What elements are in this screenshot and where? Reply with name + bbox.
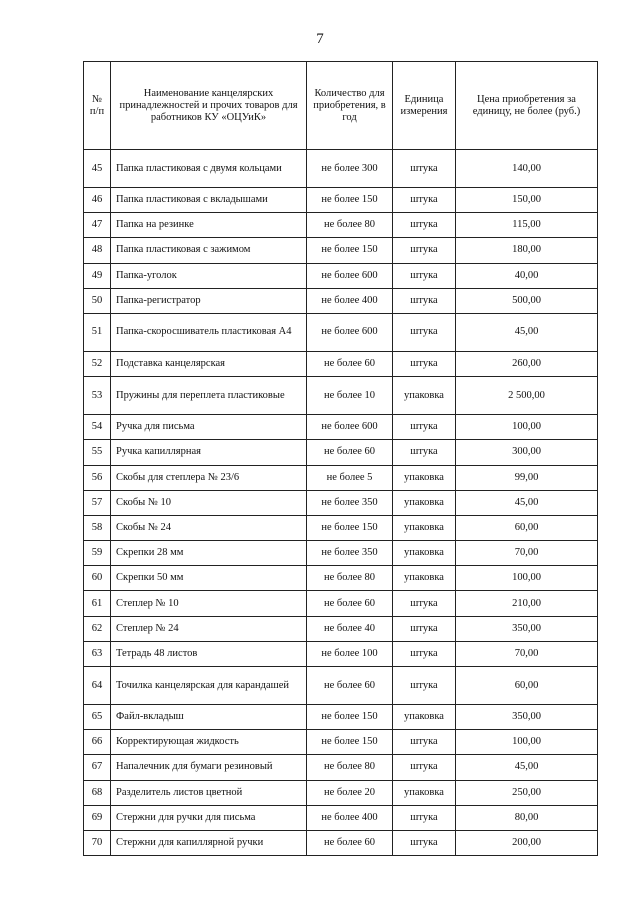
table-header-row [84,62,598,150]
item-quantity: не более 10 [307,377,393,415]
row-number: 50 [84,288,111,313]
row-number: 51 [84,313,111,351]
row-number: 59 [84,541,111,566]
item-unit: упаковка [393,490,456,515]
item-name: Папка пластиковая с вкладышами [111,188,307,213]
table-row [84,566,598,591]
table-row [84,263,598,288]
item-unit: штука [393,288,456,313]
item-quantity: не более 80 [307,213,393,238]
table-row [84,755,598,780]
item-name: Скобы № 24 [111,515,307,540]
item-price: 70,00 [456,541,598,566]
row-number: 62 [84,616,111,641]
table-row [84,440,598,465]
item-name: Скобы для степлера № 23/6 [111,465,307,490]
item-unit: упаковка [393,705,456,730]
item-price: 45,00 [456,490,598,515]
row-number: 53 [84,377,111,415]
table-body [84,150,598,856]
table-row [84,705,598,730]
item-price: 60,00 [456,515,598,540]
item-name: Папка-уголок [111,263,307,288]
table-row [84,667,598,705]
item-quantity: не более 150 [307,730,393,755]
table-row [84,780,598,805]
item-price: 300,00 [456,440,598,465]
item-quantity: не более 60 [307,351,393,376]
table-row [84,465,598,490]
row-number: 68 [84,780,111,805]
item-price: 40,00 [456,263,598,288]
item-unit: штука [393,415,456,440]
table-row [84,591,598,616]
item-name: Разделитель листов цветной [111,780,307,805]
procurement-table [83,61,598,856]
item-price: 150,00 [456,188,598,213]
item-quantity: не более 150 [307,705,393,730]
item-price: 60,00 [456,667,598,705]
item-unit: штука [393,591,456,616]
item-quantity: не более 60 [307,830,393,855]
table-row [84,415,598,440]
table-row [84,313,598,351]
item-unit: упаковка [393,515,456,540]
item-name: Скрепки 28 мм [111,541,307,566]
item-quantity: не более 350 [307,541,393,566]
item-name: Точилка канцелярская для карандашей [111,667,307,705]
item-price: 350,00 [456,705,598,730]
item-quantity: не более 400 [307,805,393,830]
item-quantity: не более 150 [307,188,393,213]
item-unit: штука [393,667,456,705]
item-name: Стержни для ручки для письма [111,805,307,830]
table-row [84,805,598,830]
header-name: Наименование канцелярских принадлежностей и прочих товаров для работников КУ «ОЦУиК» [111,62,307,150]
item-unit: штука [393,440,456,465]
item-quantity: не более 350 [307,490,393,515]
table-row [84,515,598,540]
header-quantity: Количество для приобретения, в год [307,62,393,150]
item-name: Скрепки 50 мм [111,566,307,591]
item-price: 210,00 [456,591,598,616]
item-unit: штука [393,238,456,263]
row-number: 67 [84,755,111,780]
item-quantity: не более 300 [307,150,393,188]
item-price: 115,00 [456,213,598,238]
item-quantity: не более 600 [307,263,393,288]
item-quantity: не более 20 [307,780,393,805]
item-name: Ручка капиллярная [111,440,307,465]
item-quantity: не более 60 [307,667,393,705]
row-number: 58 [84,515,111,540]
table-row [84,730,598,755]
item-price: 140,00 [456,150,598,188]
item-quantity: не более 100 [307,641,393,666]
item-price: 100,00 [456,566,598,591]
item-quantity: не более 80 [307,566,393,591]
page-number: 7 [316,31,324,47]
row-number: 69 [84,805,111,830]
item-unit: упаковка [393,377,456,415]
table-row [84,641,598,666]
item-unit: штука [393,351,456,376]
item-unit: штука [393,188,456,213]
item-unit: штука [393,830,456,855]
item-name: Пружины для переплета пластиковые [111,377,307,415]
item-name: Тетрадь 48 листов [111,641,307,666]
table-row [84,288,598,313]
item-quantity: не более 40 [307,616,393,641]
item-unit: штука [393,263,456,288]
row-number: 55 [84,440,111,465]
row-number: 61 [84,591,111,616]
item-name: Папка-регистратор [111,288,307,313]
item-name: Корректирующая жидкость [111,730,307,755]
row-number: 54 [84,415,111,440]
row-number: 56 [84,465,111,490]
item-quantity: не более 150 [307,238,393,263]
row-number: 63 [84,641,111,666]
item-price: 100,00 [456,415,598,440]
item-price: 45,00 [456,755,598,780]
item-price: 260,00 [456,351,598,376]
item-quantity: не более 5 [307,465,393,490]
item-unit: упаковка [393,780,456,805]
item-quantity: не более 60 [307,440,393,465]
item-unit: штука [393,805,456,830]
item-unit: штука [393,313,456,351]
item-quantity: не более 80 [307,755,393,780]
row-number: 45 [84,150,111,188]
item-price: 99,00 [456,465,598,490]
item-price: 2 500,00 [456,377,598,415]
item-unit: штука [393,150,456,188]
item-quantity: не более 60 [307,591,393,616]
item-name: Степлер № 24 [111,616,307,641]
table-row [84,541,598,566]
item-name: Степлер № 10 [111,591,307,616]
item-unit: штука [393,641,456,666]
table-row [84,830,598,855]
item-quantity: не более 400 [307,288,393,313]
item-name: Напалечник для бумаги резиновый [111,755,307,780]
row-number: 70 [84,830,111,855]
item-name: Подставка канцелярская [111,351,307,376]
header-num: № п/п [84,62,111,150]
table-row [84,351,598,376]
item-price: 100,00 [456,730,598,755]
item-name: Файл-вкладыш [111,705,307,730]
header-unit: Единица измерения [393,62,456,150]
item-quantity: не более 150 [307,515,393,540]
item-unit: штука [393,730,456,755]
item-price: 180,00 [456,238,598,263]
item-unit: упаковка [393,541,456,566]
row-number: 66 [84,730,111,755]
header-price: Цена приобретения за единицу, не более (руб.) [456,62,598,150]
row-number: 52 [84,351,111,376]
item-unit: штука [393,616,456,641]
item-name: Скобы № 10 [111,490,307,515]
item-price: 200,00 [456,830,598,855]
item-unit: штука [393,213,456,238]
item-name: Ручка для письма [111,415,307,440]
item-quantity: не более 600 [307,313,393,351]
item-price: 250,00 [456,780,598,805]
item-price: 350,00 [456,616,598,641]
table-row [84,150,598,188]
table-row [84,238,598,263]
item-price: 70,00 [456,641,598,666]
item-name: Папка на резинке [111,213,307,238]
item-unit: штука [393,755,456,780]
table-row [84,616,598,641]
row-number: 46 [84,188,111,213]
table-row [84,377,598,415]
item-price: 80,00 [456,805,598,830]
item-name: Стержни для капиллярной ручки [111,830,307,855]
item-quantity: не более 600 [307,415,393,440]
row-number: 57 [84,490,111,515]
row-number: 47 [84,213,111,238]
table-row [84,188,598,213]
table-row [84,490,598,515]
item-name: Папка пластиковая с зажимом [111,238,307,263]
row-number: 48 [84,238,111,263]
table-row [84,213,598,238]
item-name: Папка-скоросшиватель пластиковая А4 [111,313,307,351]
item-name: Папка пластиковая с двумя кольцами [111,150,307,188]
row-number: 64 [84,667,111,705]
row-number: 60 [84,566,111,591]
row-number: 49 [84,263,111,288]
item-unit: упаковка [393,566,456,591]
item-price: 500,00 [456,288,598,313]
row-number: 65 [84,705,111,730]
item-unit: упаковка [393,465,456,490]
item-price: 45,00 [456,313,598,351]
